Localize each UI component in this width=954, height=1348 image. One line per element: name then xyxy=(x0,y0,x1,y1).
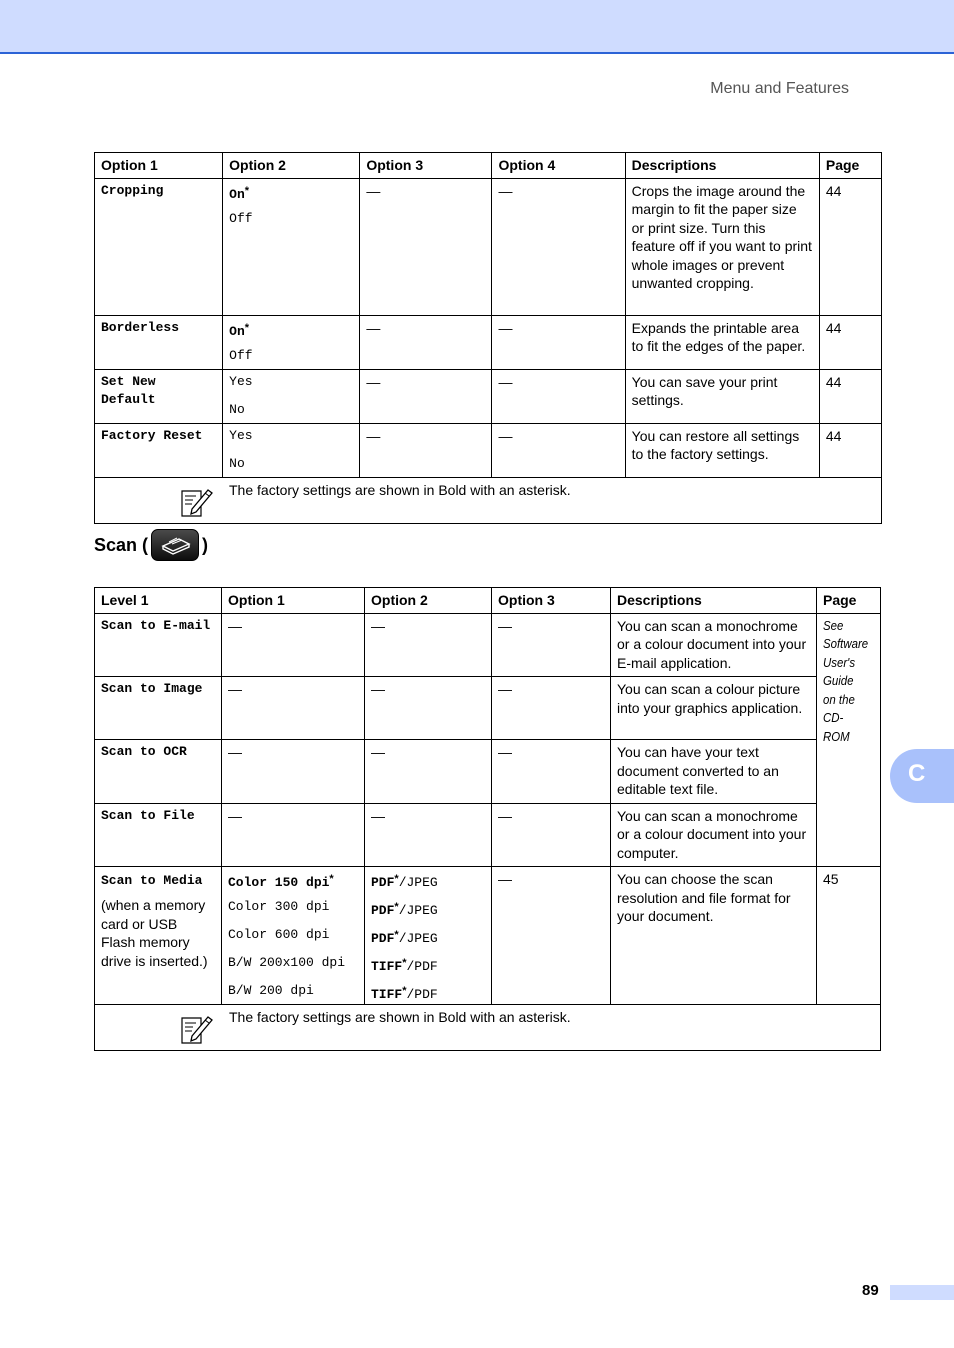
setting-options xyxy=(223,315,360,369)
alt-format: /PDF xyxy=(406,959,438,974)
table-row xyxy=(95,740,881,804)
setting-name: Cropping xyxy=(95,178,223,315)
column-header: Descriptions xyxy=(611,588,817,614)
empty-dash: — xyxy=(492,740,611,804)
empty-dash: — xyxy=(222,613,365,677)
scan-level: Scan to Media xyxy=(101,873,203,888)
default-asterisk: * xyxy=(394,929,399,941)
column-header: Option 3 xyxy=(360,153,492,179)
table-row xyxy=(95,613,881,677)
default-asterisk: * xyxy=(402,985,407,997)
table-row xyxy=(95,803,881,867)
column-header: Option 2 xyxy=(365,588,492,614)
scan-description: You can choose the scan resolution and file format for your document. xyxy=(611,867,817,1005)
scan-level-note: (when a memory card or USB Flash memory drive is inserted.) xyxy=(101,897,208,969)
page-ref: 44 xyxy=(819,315,881,369)
option-value: Color 300 dpi xyxy=(228,899,330,914)
option-value: B/W 200x100 dpi xyxy=(228,955,346,970)
empty-dash: — xyxy=(222,677,365,740)
scan-description: You can have your text document converted to an editable text file. xyxy=(611,740,817,804)
empty-dash: — xyxy=(360,369,492,423)
setting-description: You can restore all settings to the factory settings. xyxy=(625,423,819,477)
option-value: B/W 200 dpi xyxy=(228,983,314,998)
scan-level: Scan to Image xyxy=(95,677,222,740)
setting-description: Crops the image around the margin to fit the paper size or print size. Turn this feature off if you want to print whole images or prevent unwanted cropping. xyxy=(625,178,819,315)
empty-dash: — xyxy=(492,423,625,477)
option-value: Yes xyxy=(229,373,253,389)
page-ref-line: Software xyxy=(823,636,869,651)
chapter-tab xyxy=(890,749,954,803)
resolution-options xyxy=(222,867,365,1005)
option-value: No xyxy=(229,401,245,417)
option-value: No xyxy=(229,455,245,471)
note-text: The factory settings are shown in Bold with an asterisk. xyxy=(229,481,571,498)
footer-band xyxy=(890,1285,954,1300)
empty-dash: — xyxy=(492,369,625,423)
note-pencil-icon xyxy=(179,485,213,519)
default-format: TIFF xyxy=(371,959,403,974)
page-ref-line: on the xyxy=(823,691,855,707)
default-option: On xyxy=(229,323,245,339)
setting-name: Borderless xyxy=(95,315,223,369)
chapter-tab-label: C xyxy=(908,760,926,787)
page-number: 89 xyxy=(862,1282,879,1299)
default-asterisk: * xyxy=(394,873,399,885)
empty-dash: — xyxy=(492,315,625,369)
column-header: Level 1 xyxy=(95,588,222,614)
default-format: TIFF xyxy=(371,987,403,1002)
section-title-suffix: ) xyxy=(202,534,209,555)
column-header: Descriptions xyxy=(625,153,819,179)
table-row xyxy=(95,178,882,315)
alt-format: /JPEG xyxy=(398,875,438,890)
default-asterisk: * xyxy=(244,184,250,197)
table-header-row xyxy=(95,588,881,614)
top-header-band xyxy=(0,0,954,54)
default-format: PDF xyxy=(371,903,395,918)
scan-section-heading xyxy=(94,529,208,561)
scan-level: Scan to OCR xyxy=(95,740,222,804)
format-options xyxy=(365,867,492,1005)
alt-format: /JPEG xyxy=(398,903,438,918)
page-ref-line: User's xyxy=(823,654,856,670)
table-row xyxy=(95,677,881,740)
default-asterisk: * xyxy=(394,901,399,913)
setting-options xyxy=(223,369,360,423)
empty-dash: — xyxy=(365,740,492,804)
empty-dash: — xyxy=(365,803,492,867)
default-asterisk: * xyxy=(244,321,250,334)
option-value: Color 600 dpi xyxy=(228,927,330,942)
default-format: PDF xyxy=(371,875,395,890)
software-guide-ref xyxy=(817,613,881,867)
empty-dash: — xyxy=(492,867,611,1005)
scan-table xyxy=(94,587,881,1051)
table-row xyxy=(95,867,881,1005)
running-title: Menu and Features xyxy=(710,80,849,97)
scan-description: You can scan a monochrome or a colour document into your computer. xyxy=(611,803,817,867)
scan-level-media xyxy=(95,867,222,1005)
table-row xyxy=(95,369,882,423)
empty-dash: — xyxy=(492,178,625,315)
setting-name: Set New Default xyxy=(95,369,223,423)
setting-name: Factory Reset xyxy=(95,423,223,477)
page-ref-line: CD-ROM xyxy=(823,710,850,744)
empty-dash: — xyxy=(360,423,492,477)
table-row xyxy=(95,423,882,477)
option-value: Yes xyxy=(229,427,253,443)
table-row xyxy=(95,315,882,369)
empty-dash: — xyxy=(492,677,611,740)
column-header: Option 4 xyxy=(492,153,625,179)
default-format: PDF xyxy=(371,931,395,946)
empty-dash: — xyxy=(365,677,492,740)
section-title-prefix: Scan ( xyxy=(94,534,149,555)
empty-dash: — xyxy=(492,613,611,677)
note-row xyxy=(95,1005,881,1051)
empty-dash: — xyxy=(222,803,365,867)
empty-dash: — xyxy=(222,740,365,804)
note-pencil-icon xyxy=(179,1012,213,1046)
alt-format: /JPEG xyxy=(398,931,438,946)
scan-level: Scan to E-mail xyxy=(95,613,222,677)
option-value: Off xyxy=(229,347,253,363)
empty-dash: — xyxy=(492,803,611,867)
column-header: Option 2 xyxy=(223,153,360,179)
page-ref: 45 xyxy=(817,867,881,1005)
scan-description: You can scan a colour picture into your graphics application. xyxy=(611,677,817,740)
empty-dash: — xyxy=(365,613,492,677)
column-header: Option 1 xyxy=(222,588,365,614)
settings-table xyxy=(94,152,882,524)
default-asterisk: * xyxy=(402,957,407,969)
scan-level: Scan to File xyxy=(95,803,222,867)
column-header: Option 3 xyxy=(492,588,611,614)
scan-description: You can scan a monochrome or a colour document into your E-mail application. xyxy=(611,613,817,677)
setting-description: You can save your print settings. xyxy=(625,369,819,423)
scan-key-icon xyxy=(151,529,199,561)
default-option: On xyxy=(229,186,245,202)
column-header: Page xyxy=(817,588,881,614)
page-ref: 44 xyxy=(819,423,881,477)
page-ref: 44 xyxy=(819,369,881,423)
empty-dash: — xyxy=(360,315,492,369)
default-option: Color 150 dpi xyxy=(228,875,330,890)
empty-dash: — xyxy=(360,178,492,315)
setting-options xyxy=(223,178,360,315)
table-header-row xyxy=(95,153,882,179)
page-ref-line: See xyxy=(823,617,844,633)
setting-description: Expands the printable area to fit the edges of the paper. xyxy=(625,315,819,369)
page-ref: 44 xyxy=(819,178,881,315)
note-row xyxy=(95,477,882,523)
column-header: Page xyxy=(819,153,881,179)
alt-format: /PDF xyxy=(406,987,438,1002)
option-value: Off xyxy=(229,210,253,226)
default-asterisk: * xyxy=(329,873,334,885)
page-ref-line: Guide xyxy=(823,673,854,688)
note-text: The factory settings are shown in Bold with an asterisk. xyxy=(229,1009,571,1025)
setting-options xyxy=(223,423,360,477)
column-header: Option 1 xyxy=(95,153,223,179)
